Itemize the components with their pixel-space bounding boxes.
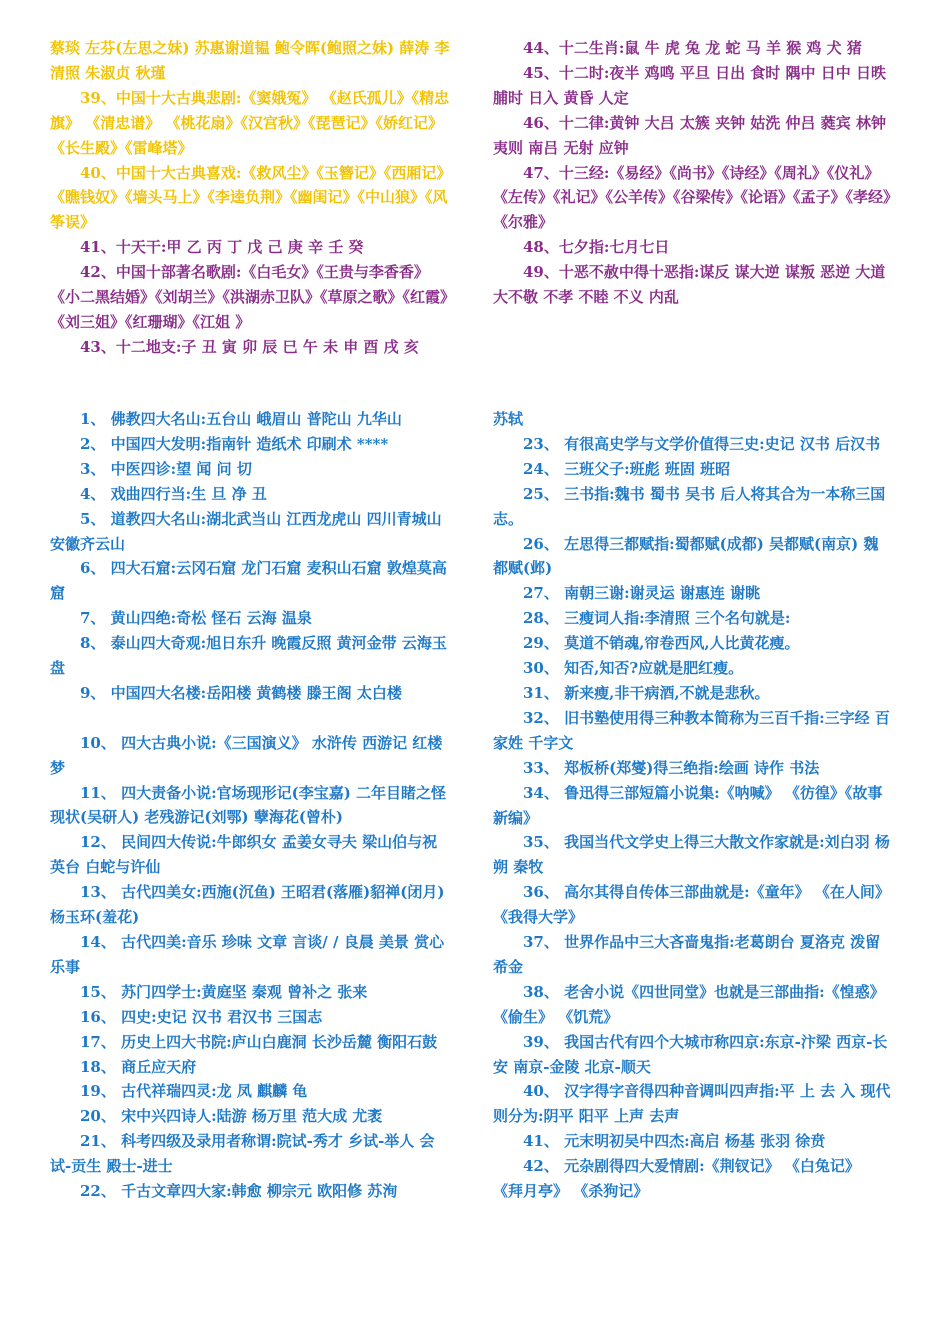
list-item: 43、十二地支:子 丑 寅 卯 辰 巳 午 未 申 酉 戌 亥 (80, 337, 419, 356)
list-item: 35、 我国当代文学史上得三大散文作家就是:刘白羽 杨朔 秦牧 (493, 833, 890, 877)
list-item: 42、中国十部著名歌剧:《白毛女》《王贵与李香香》《小二黑结婚》《刘胡兰》《洪湖赤卫队》《草原之歌》《红霞》《刘三姐》《红珊瑚》《江姐 》 (50, 263, 448, 331)
list-item: 25、 三书指:魏书 蜀书 吴书 后人将其合为一本称三国志。 (493, 484, 886, 528)
list-item: 46、十二律:黄钟 大吕 太簇 夹钟 姑洗 仲吕 蕤宾 林钟 夷则 南吕 无射 应钟 (493, 113, 886, 157)
list-item: 8、 泰山四大奇观:旭日东升 晚霞反照 黄河金带 云海玉盘 (50, 634, 447, 678)
top-left-column (50, 36, 450, 360)
list-item: 22、 千古文章四大家:韩愈 柳宗元 欧阳修 苏洵 (80, 1182, 398, 1201)
list-item: 7、 黄山四绝:奇松 怪石 云海 温泉 (80, 609, 312, 628)
yellow-block (50, 36, 450, 235)
list-item: 17、 历史上四大书院:庐山白鹿洞 长沙岳麓 衡阳石鼓 (80, 1032, 438, 1051)
list-item: 42、 元杂剧得四大爱情剧:《荆钗记》 《白兔记》 《拜月亭》 《杀狗记》 (493, 1157, 860, 1201)
purple-block (50, 235, 450, 360)
list-item: 29、 莫道不销魂,帘卷西风,人比黄花瘦。 (523, 634, 800, 653)
list-item: 49、十恶不赦中得十恶指:谋反 谋大逆 谋叛 恶逆 大道 大不敬 不孝 不睦 不义 内乱 (493, 263, 886, 307)
list-item: 40、 汉字得字音得四种音调叫四声指:平 上 去 入 现代则分为:阴平 阳平 上声 去声 (493, 1082, 891, 1126)
list-item: 蔡琰 左芬(左思之妹) 苏惠谢道韫 鲍令晖(鲍照之妹) 薛涛 李清照 朱淑贞 秋瑾 (50, 39, 450, 82)
list-item: 12、 民间四大传说:牛郎织女 孟姜女寻夫 梁山伯与祝英台 白蛇与许仙 (50, 833, 438, 877)
list-item: 2、 中国四大发明:指南针 造纸术 印刷术 **** (80, 434, 389, 453)
list-item: 18、 商丘应天府 (80, 1057, 197, 1076)
list-item: 36、 高尔其得自传体三部曲就是:《童年》 《在人间》 《我得大学》 (493, 883, 890, 927)
list-item: 34、 鲁迅得三部短篇小说集:《呐喊》 《彷徨》《故事新编》 (493, 783, 883, 827)
list-item: 21、 科考四级及录用者称谓:院试-秀才 乡试-举人 会试-贡生 殿士-进士 (50, 1132, 435, 1176)
list-item: 1、 佛教四大名山:五台山 峨眉山 普陀山 九华山 (80, 410, 402, 428)
list-item: 39、 我国古代有四个大城市称四京:东京-汴梁 西京-长安 南京-金陵 北京-顺天 (493, 1032, 888, 1076)
list-item: 4、 戏曲四行当:生 旦 净 丑 (80, 484, 267, 503)
list-item: 41、十天干:甲 乙 丙 丁 戊 己 庚 辛 壬 癸 (80, 238, 364, 257)
list-item: 38、 老舍小说《四世同堂》也就是三部曲指:《惶惑》 《偷生》 《饥荒》 (493, 982, 885, 1026)
list-item: 11、 四大责备小说:官场现形记(李宝嘉) 二年目睹之怪现状(吴研人) 老残游记(刘鄂) 孽海花(曾朴) (50, 783, 447, 827)
list-item: 14、 古代四美:音乐 珍味 文章 言谈/ / 良晨 美景 赏心 乐事 (50, 933, 445, 976)
list-item: 32、 旧书塾使用得三种教本简称为三百千指:三字经 百家姓 千字文 (493, 708, 890, 752)
list-item: 16、 四史:史记 汉书 君汉书 三国志 (80, 1007, 323, 1026)
list-item: 40、中国十大古典喜戏:《救风尘》《玉簪记》《西厢记》《瞧钱奴》《墙头马上》《李逵负荆》《幽闺记》《中山狼》《风筝误》 (50, 163, 448, 232)
list-item: 20、 宋中兴四诗人:陆游 杨万里 范大成 尤袤 (80, 1107, 383, 1126)
list-item: 苏轼 (493, 410, 524, 428)
top-right-column (493, 36, 893, 310)
bottom-right-column (493, 407, 893, 1204)
list-item: 26、 左思得三都赋指:蜀都赋(成都) 吴都赋(南京) 魏都赋(邺) (493, 534, 879, 578)
list-item: 15、 苏门四学士:黄庭坚 秦观 曾补之 张来 (80, 982, 368, 1001)
list-item: 30、 知否,知否?应就是肥红瘦。 (523, 659, 744, 678)
list-item: 39、中国十大古典悲剧:《窦娥冤》 《赵氏孤儿》《精忠旗》 《清忠谱》 《桃花扇》《汉宫秋》《琵琶记》《娇红记》《长生殿》《雷峰塔》 (50, 88, 450, 157)
list-item: 41、 元末明初吴中四杰:高启 杨基 张羽 徐贲 (523, 1132, 826, 1151)
list-item: 3、 中医四诊:望 闻 问 切 (80, 459, 252, 478)
list-item: 6、 四大石窟:云冈石窟 龙门石窟 麦积山石窟 敦煌莫高窟 (50, 559, 447, 603)
list-item: 10、 四大古典小说:《三国演义》 水浒传 西游记 红楼梦 (50, 733, 443, 777)
list-item: 48、七夕指:七月七日 (523, 238, 670, 257)
list-item: 47、十三经:《易经》《尚书》《诗经》《周礼》《仪礼》《左传》《礼记》《公羊传》《谷梁传》《论语》《孟子》《孝经》《尔雅》 (493, 163, 891, 232)
list-item: 23、 有很高史学与文学价值得三史:史记 汉书 后汉书 (523, 434, 881, 453)
list-item: 28、 三瘦词人指:李清照 三个名句就是: (523, 609, 791, 628)
list-item: 33、 郑板桥(郑燮)得三绝指:绘画 诗作 书法 (523, 758, 820, 777)
list-item: 27、 南朝三谢:谢灵运 谢惠连 谢眺 (523, 584, 761, 603)
list-item: 19、 古代祥瑞四灵:龙 凤 麒麟 龟 (80, 1082, 308, 1101)
list-item: 31、 新来瘦,非干病酒,不就是悲秋。 (523, 683, 770, 702)
list-item: 5、 道教四大名山:湖北武当山 江西龙虎山 四川青城山 安徽齐云山 (50, 509, 442, 553)
list-item: 9、 中国四大名楼:岳阳楼 黄鹤楼 滕王阁 太白楼 (80, 683, 402, 702)
blank-line (50, 706, 450, 731)
list-item: 37、 世界作品中三大吝啬鬼指:老葛朗台 夏洛克 泼留希金 (493, 933, 881, 976)
list-item: 13、 古代四美女:西施(沉鱼) 王昭君(落雁)貂禅(闭月) 杨玉环(羞花) (50, 883, 445, 927)
list-item: 44、十二生肖:鼠 牛 虎 兔 龙 蛇 马 羊 猴 鸡 犬 猪 (523, 39, 862, 57)
list-item: 24、 三班父子:班彪 班固 班昭 (523, 459, 731, 478)
list-item: 45、十二时:夜半 鸡鸣 平旦 日出 食时 隅中 日中 日昳 脯时 日入 黄昏 人定 (493, 63, 886, 107)
bottom-left-column (50, 407, 450, 1204)
